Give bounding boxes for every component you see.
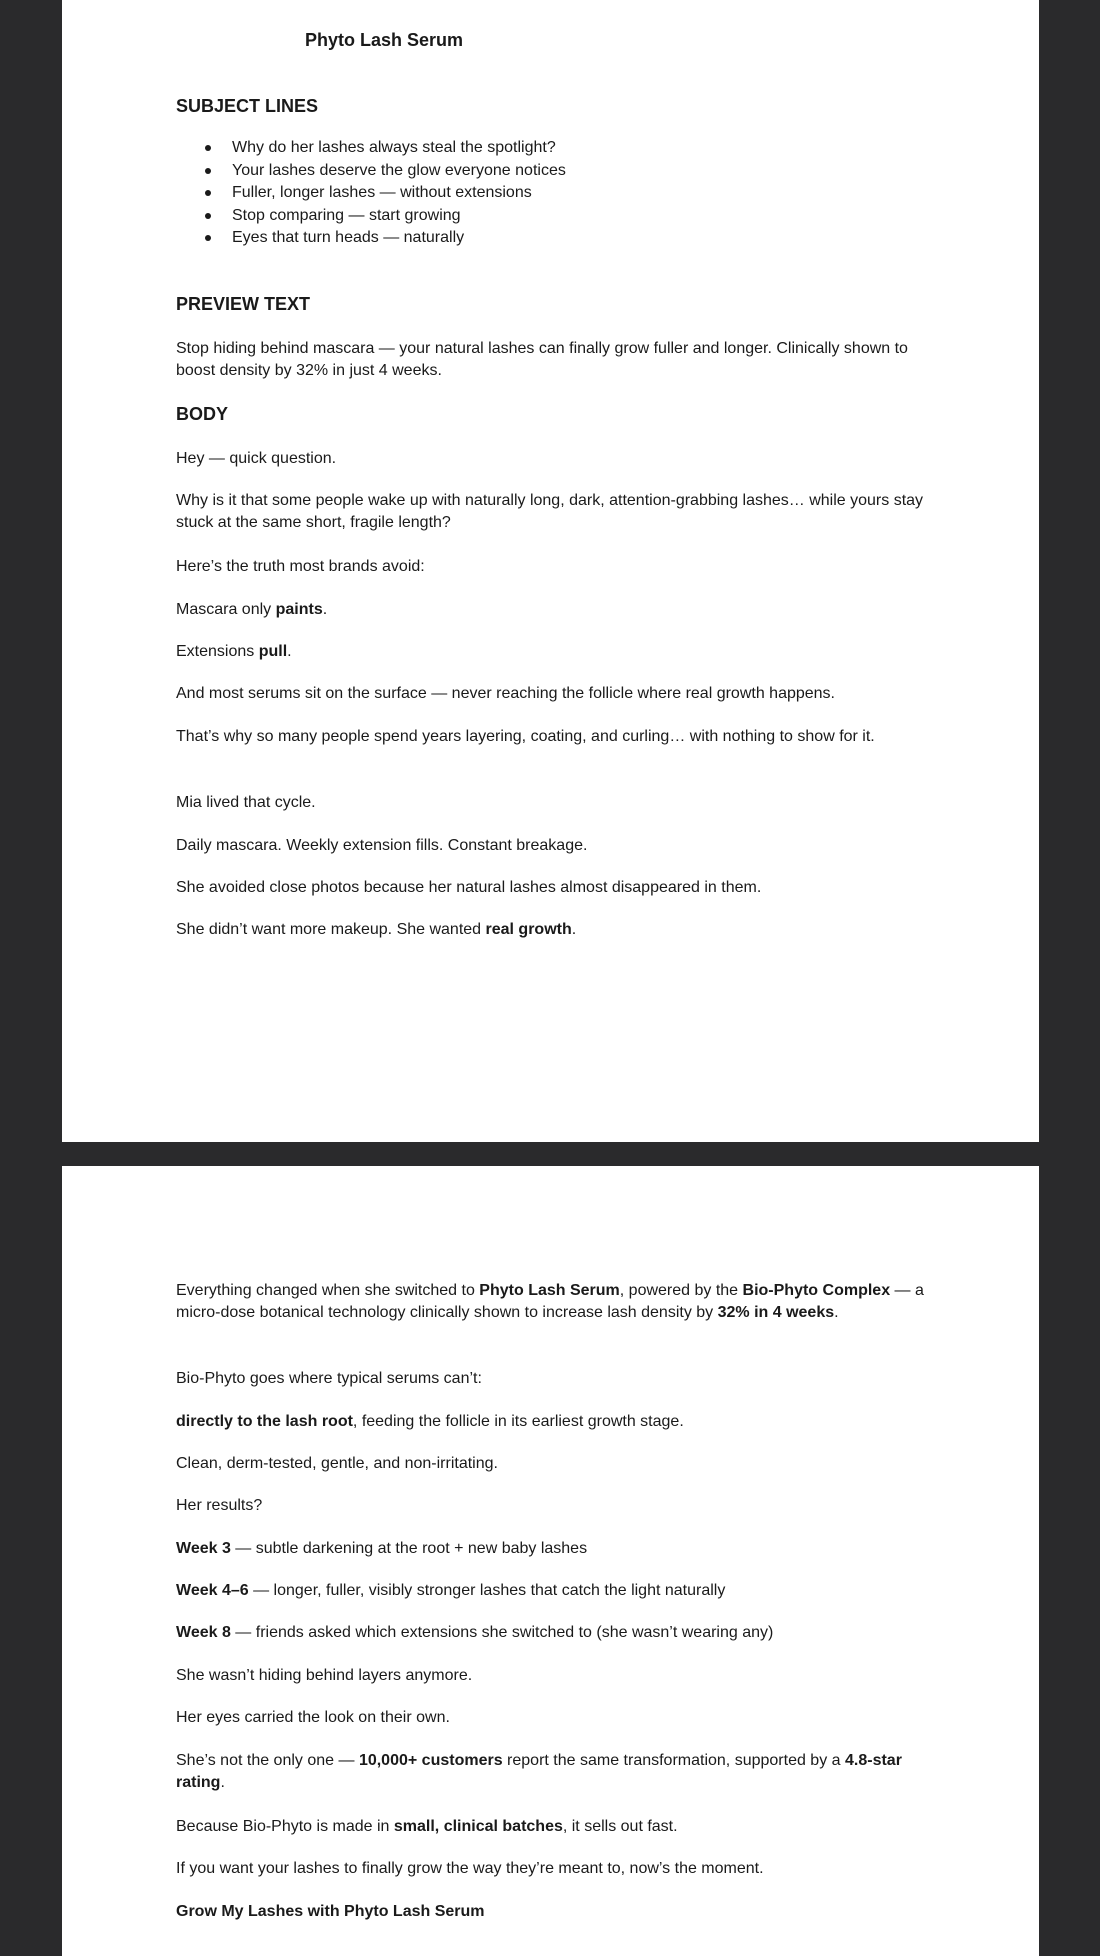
- list-item: Eyes that turn heads — naturally: [176, 227, 566, 250]
- subject-lines-heading: SUBJECT LINES: [176, 96, 319, 116]
- body-paragraph: Hey — quick question.: [176, 450, 337, 467]
- call-to-action: Grow My Lashes with Phyto Lash Serum: [176, 1903, 485, 1920]
- list-item: Fuller, longer lashes — without extensions: [176, 182, 566, 205]
- body-paragraph: Here’s the truth most brands avoid:: [176, 558, 425, 575]
- body-paragraph: She didn’t want more makeup. She wanted real growth.: [176, 921, 577, 938]
- body-paragraph: Extensions pull.: [176, 643, 292, 660]
- body-paragraph: And most serums sit on the surface — never reaching the follicle where real growth happens.: [176, 685, 835, 702]
- body-paragraph: Week 4–6 — longer, fuller, visibly stronger lashes that catch the light naturally: [176, 1582, 726, 1599]
- body-paragraph: Bio-Phyto goes where typical serums can’t:: [176, 1370, 482, 1387]
- subject-lines-list: [176, 137, 566, 250]
- body-paragraph: She avoided close photos because her natural lashes almost disappeared in them.: [176, 879, 762, 896]
- list-item: Your lashes deserve the glow everyone notices: [176, 160, 566, 183]
- body-paragraph: Her eyes carried the look on their own.: [176, 1709, 450, 1726]
- body-paragraph: Week 3 — subtle darkening at the root + new baby lashes: [176, 1540, 588, 1557]
- body-paragraph: If you want your lashes to finally grow the way they’re meant to, now’s the moment.: [176, 1860, 764, 1877]
- document-page-1: [62, 0, 1039, 1142]
- body-paragraph: Mia lived that cycle.: [176, 794, 316, 811]
- body-paragraph: She’s not the only one — 10,000+ customers report the same transformation, supported by a 4.8-star rating.: [176, 1752, 902, 1791]
- document-page-2: [62, 1166, 1039, 1956]
- body-paragraph: Clean, derm-tested, gentle, and non-irritating.: [176, 1455, 498, 1472]
- body-paragraph: She wasn’t hiding behind layers anymore.: [176, 1667, 473, 1684]
- preview-text: Stop hiding behind mascara — your natural lashes can finally grow fuller and longer. Clinically shown to boost density by 32% in just 4 weeks.: [176, 340, 908, 379]
- list-item: Why do her lashes always steal the spotlight?: [176, 137, 566, 160]
- page-title: Phyto Lash Serum: [305, 30, 464, 50]
- body-heading: BODY: [176, 404, 229, 424]
- body-paragraph: directly to the lash root, feeding the follicle in its earliest growth stage.: [176, 1413, 684, 1430]
- body-paragraph: Because Bio-Phyto is made in small, clinical batches, it sells out fast.: [176, 1818, 678, 1835]
- body-paragraph: Her results?: [176, 1497, 263, 1514]
- body-paragraph: Everything changed when she switched to Phyto Lash Serum, powered by the Bio-Phyto Complex — a micro-dose botanical technology clinically shown to increase lash density by 32% in 4 weeks.: [176, 1282, 924, 1321]
- body-paragraph: Daily mascara. Weekly extension fills. Constant breakage.: [176, 837, 588, 854]
- body-paragraph: Mascara only paints.: [176, 601, 328, 618]
- body-paragraph: Why is it that some people wake up with naturally long, dark, attention-grabbing lashes… while yours stay stuck at the same short, fragile length?: [176, 492, 924, 531]
- body-paragraph: Week 8 — friends asked which extensions she switched to (she wasn’t wearing any): [176, 1624, 774, 1641]
- preview-text-heading: PREVIEW TEXT: [176, 294, 311, 314]
- list-item: Stop comparing — start growing: [176, 205, 566, 228]
- body-paragraph: That’s why so many people spend years layering, coating, and curling… with nothing to show for it.: [176, 728, 875, 745]
